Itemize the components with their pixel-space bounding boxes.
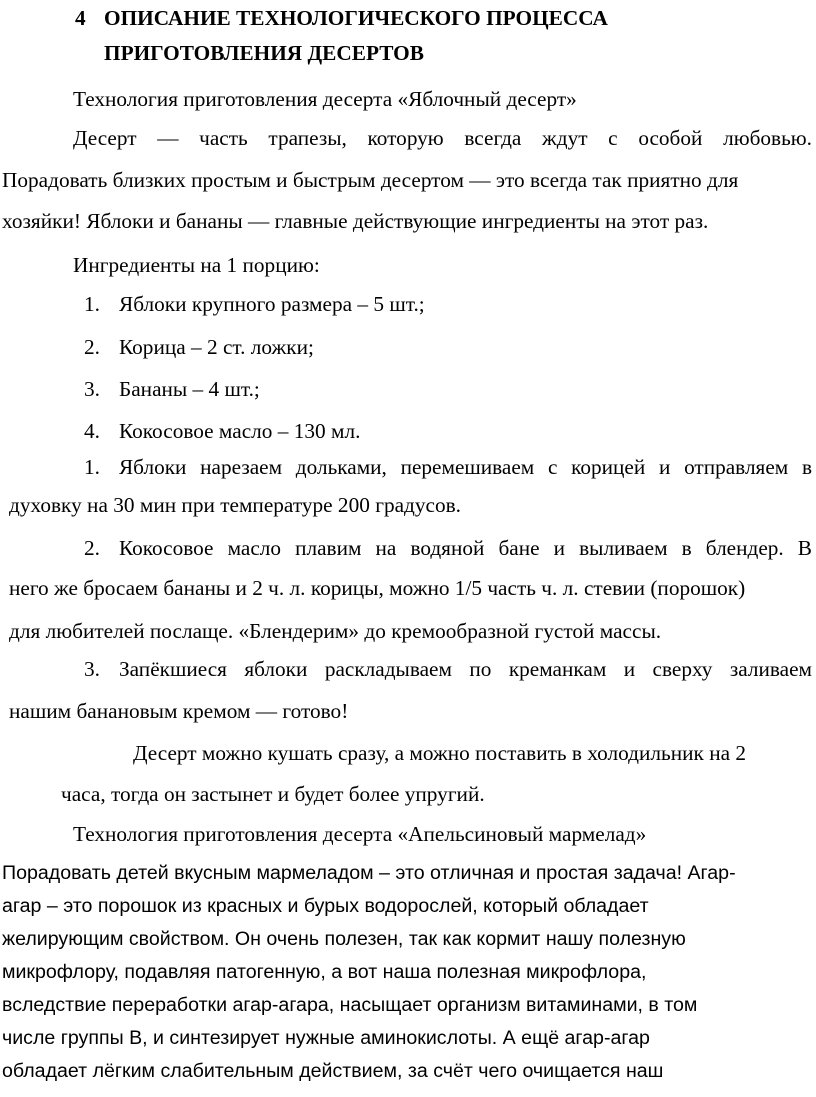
step-2-line-3: для любителей послаще. «Блендерим» до кремообразной густой массы.	[9, 619, 662, 643]
orange-paragraph-line-3: желирующим свойством. Он очень полезен, так как кормит нашу полезную	[2, 928, 686, 950]
step-3-line-1: Запёкшиеся яблоки раскладываем по креманкам и сверху заливаем	[119, 657, 812, 681]
orange-paragraph-line-6: числе группы В, и синтезирует нужные аминокислоты. А ещё агар-агар	[2, 1027, 650, 1049]
step-number: 1.	[84, 455, 100, 479]
orange-paragraph-line-5: вследствие переработки агар-агара, насыщает организм витаминами, в том	[2, 994, 698, 1016]
step-3-line-2: нашим банановым кремом — готово!	[9, 699, 349, 723]
ingredient-number: 4.	[84, 419, 100, 443]
apple-intro-line-2: Порадовать близких простым и быстрым десертом — это всегда так приятно для	[2, 168, 739, 192]
apple-intro-line-1: Десерт — часть трапезы, которую всегда ждут с особой любовью.	[73, 126, 812, 150]
apple-note-line-1: Десерт можно кушать сразу, а можно поставить в холодильник на 2	[133, 741, 747, 765]
section-title-line-1: ОПИСАНИЕ ТЕХНОЛОГИЧЕСКОГО ПРОЦЕССА	[104, 6, 608, 30]
apple-note-line-2: часа, тогда он застынет и будет более упругий.	[61, 782, 485, 806]
ingredient-item: Кокосовое масло – 130 мл.	[119, 419, 361, 443]
step-number: 3.	[84, 657, 100, 681]
ingredient-number: 1.	[84, 292, 100, 316]
ingredient-item: Корица – 2 ст. ложки;	[119, 335, 314, 359]
ingredient-number: 2.	[84, 335, 100, 359]
step-number: 2.	[84, 536, 100, 560]
orange-subtitle: Технология приготовления десерта «Апельсиновый мармелад»	[73, 822, 647, 846]
orange-paragraph-line-7: обладает лёгким слабительным действием, за счёт чего очищается наш	[2, 1060, 664, 1082]
ingredient-item: Бананы – 4 шт.;	[119, 377, 260, 401]
section-title-line-2: ПРИГОТОВЛЕНИЯ ДЕСЕРТОВ	[104, 41, 424, 65]
ingredient-item: Яблоки крупного размера – 5 шт.;	[119, 292, 425, 316]
step-2-line-2: него же бросаем бананы и 2 ч. л. корицы, можно 1/5 часть ч. л. стевии (порошок)	[9, 576, 746, 600]
orange-paragraph-line-2: агар – это порошок из красных и бурых водорослей, который обладает	[2, 895, 649, 917]
orange-paragraph-line-1: Порадовать детей вкусным мармеладом – это отличная и простая задача! Агар-	[2, 862, 736, 884]
section-number: 4	[75, 6, 86, 30]
step-1-line-1: Яблоки нарезаем дольками, перемешиваем с корицей и отправляем в	[119, 455, 812, 479]
orange-paragraph-line-4: микрофлору, подавляя патогенную, а вот наша полезная микрофлора,	[2, 961, 647, 983]
step-2-line-1: Кокосовое масло плавим на водяной бане и выливаем в блендер. В	[119, 536, 812, 560]
apple-subtitle: Технология приготовления десерта «Яблочный десерт»	[73, 87, 577, 111]
step-1-line-2: духовку на 30 мин при температуре 200 градусов.	[9, 493, 462, 517]
ingredients-title: Ингредиенты на 1 порцию:	[73, 253, 320, 277]
ingredient-number: 3.	[84, 377, 100, 401]
apple-intro-line-3: хозяйки! Яблоки и бананы — главные действующие ингредиенты на этот раз.	[2, 209, 709, 233]
